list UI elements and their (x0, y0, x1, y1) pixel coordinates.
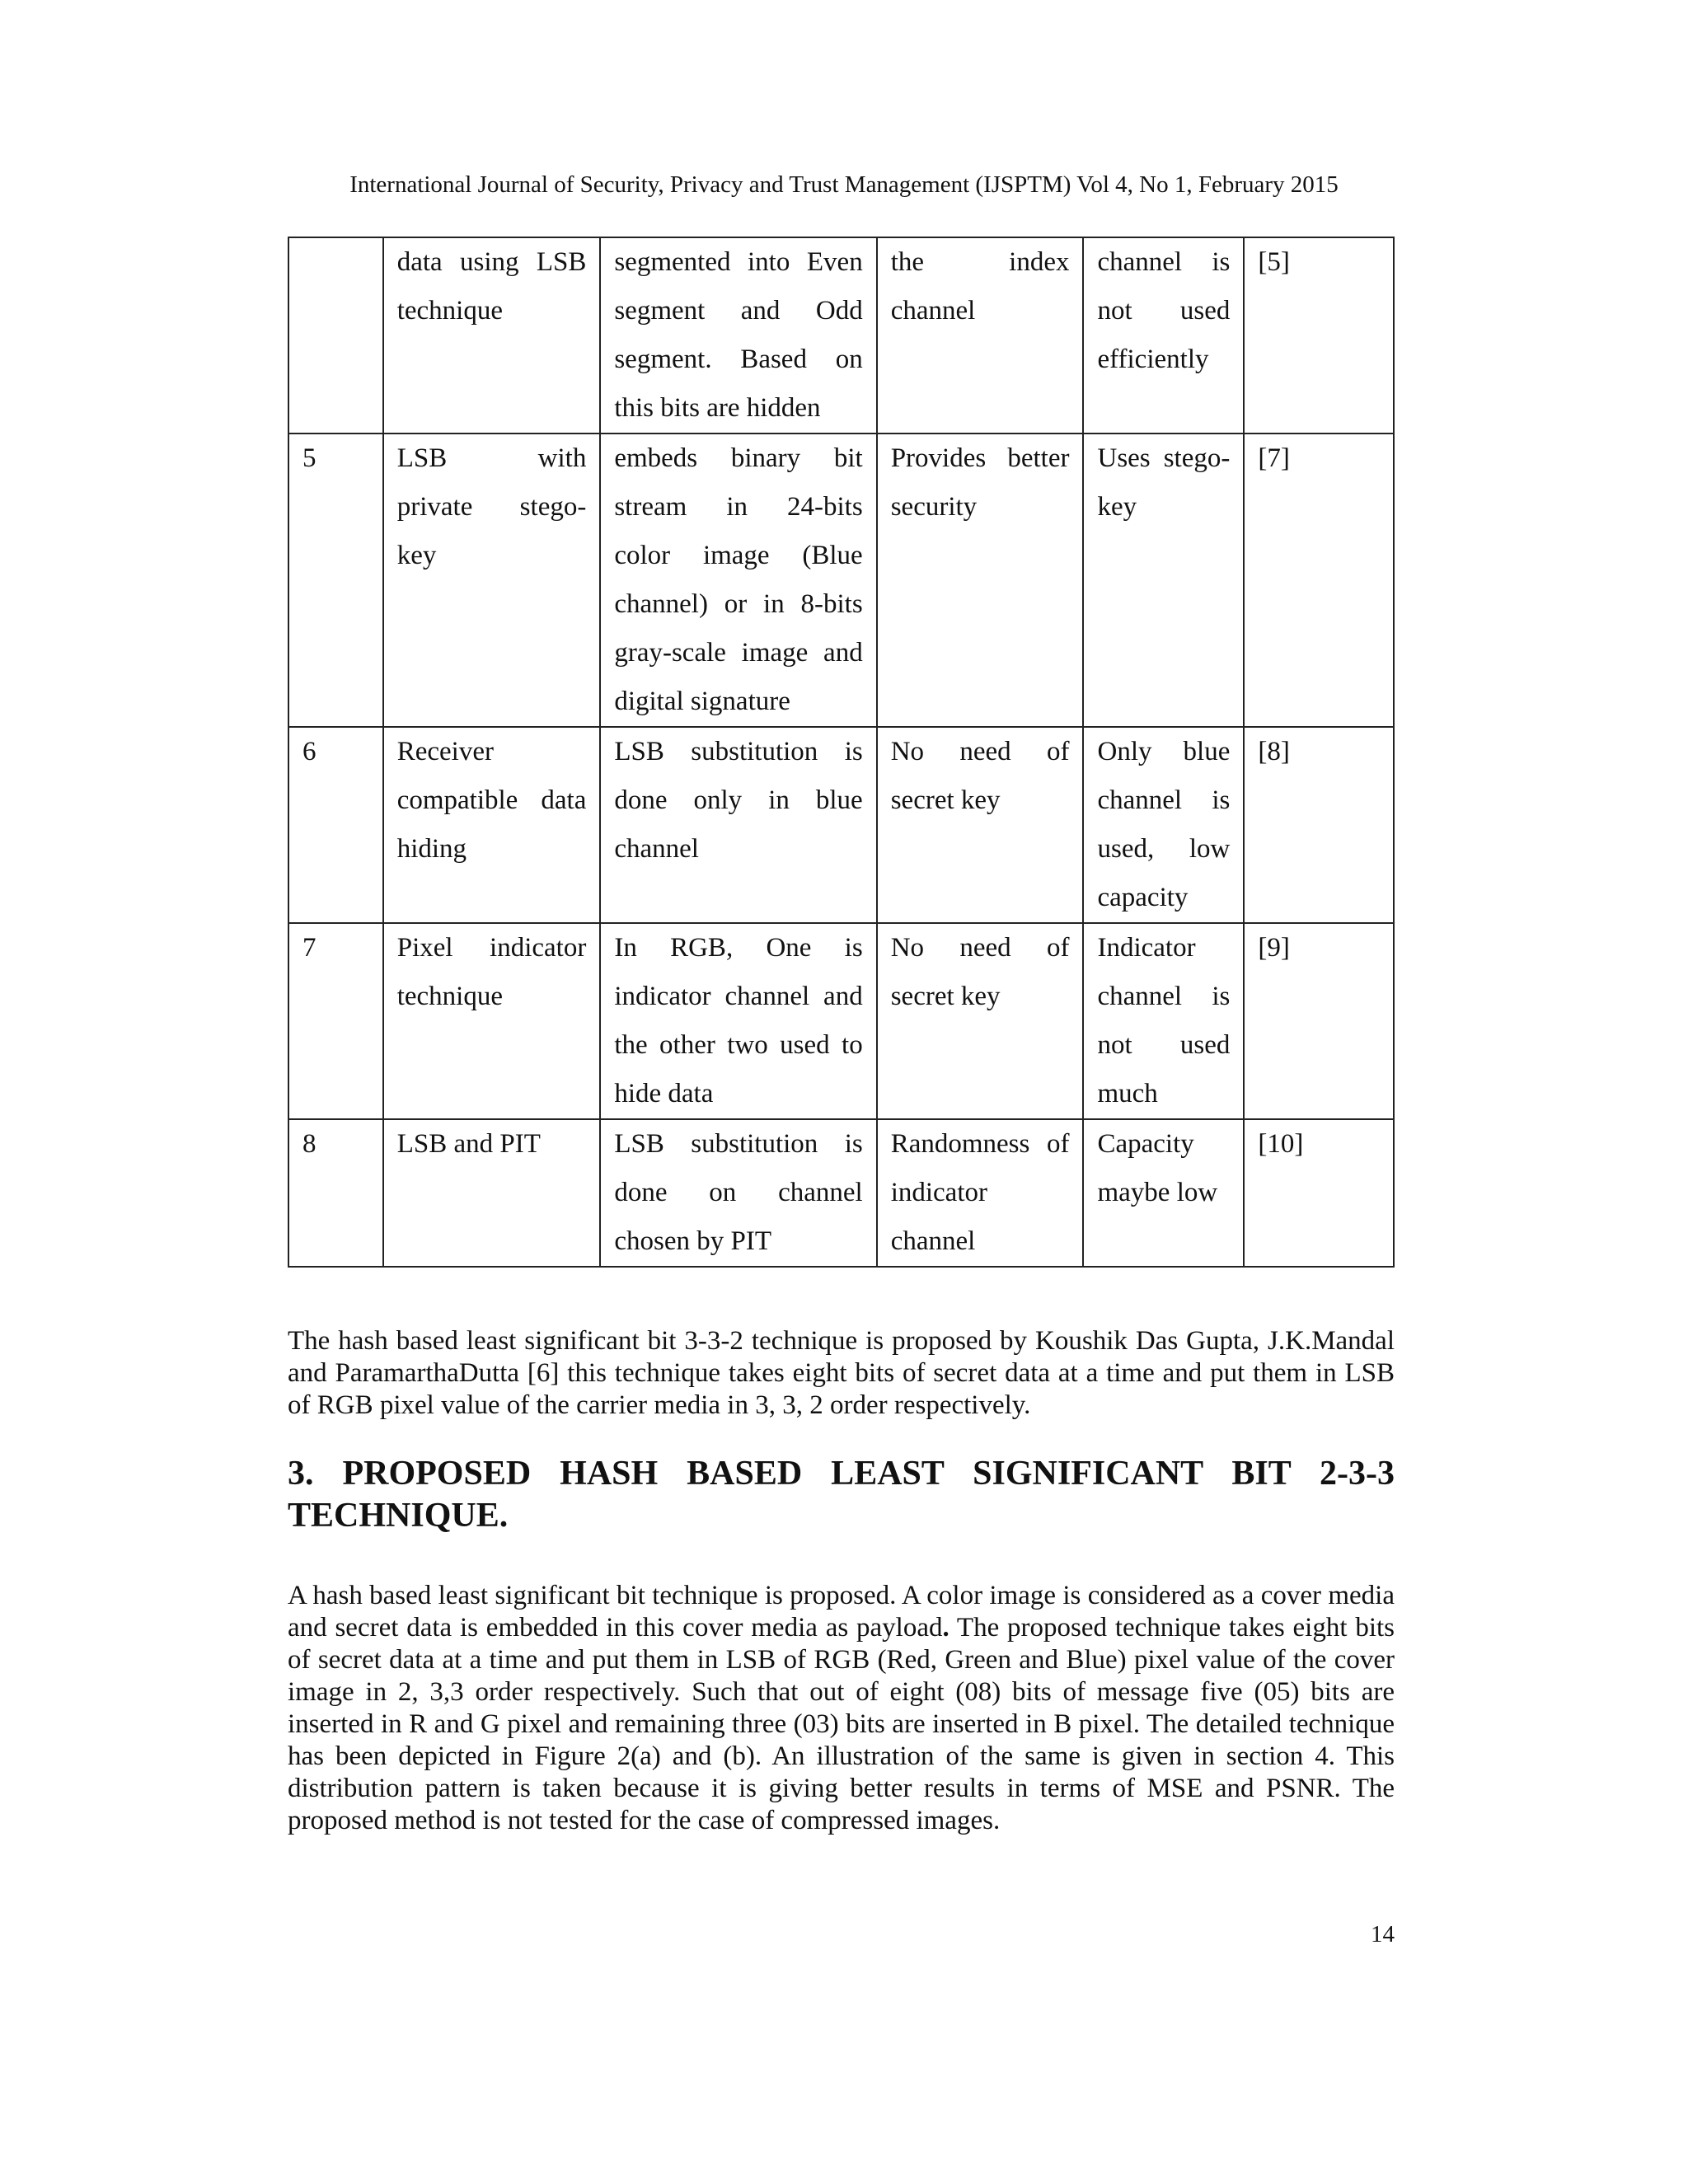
cell-line: data using LSB (396, 247, 587, 277)
table-row (288, 434, 1394, 727)
table-cell-no (288, 1119, 383, 1267)
table-cell-ref (1244, 1119, 1394, 1267)
section-heading (288, 1453, 1395, 1537)
cell-line: channel (614, 834, 699, 864)
cell-line: the other two used to (614, 1030, 863, 1060)
cell-line: Receiver (396, 737, 494, 766)
cell-line: hiding (396, 834, 467, 864)
cell-line: key (396, 541, 437, 570)
paragraph-proposed-technique (288, 1580, 1395, 1837)
table-cell-ref (1244, 923, 1394, 1119)
table-cell-advantage (877, 727, 1084, 923)
cell-text: [10] (1258, 1129, 1304, 1159)
cell-line: Indicator (1097, 933, 1196, 963)
table-cell-no (288, 237, 383, 434)
cell-line: channel (890, 296, 976, 326)
cell-line: the index (890, 247, 1070, 277)
cell-line: Randomness of (890, 1129, 1070, 1159)
table-cell-method (600, 923, 876, 1119)
table-cell-limitation (1083, 1119, 1244, 1267)
table-cell-no (288, 434, 383, 727)
table-cell-limitation (1083, 434, 1244, 727)
cell-line: used, low (1097, 834, 1231, 864)
table-cell-advantage (877, 923, 1084, 1119)
paragraph-proposed-part2: The proposed technique takes eight bits of secret data at a time and put them in LSB of RGB (Red, Green and Blue) pixel value of the cover image in 2, 3,3 order respectively. Such that out of eight (08) bits of message five (05) bits are inserted in R and G pixel and remaining three (03) bits are inserted in B pixel. The detailed technique has been depicted in Figure 2(a) and (b). An illustration of the same is given in section 4. This distribution pattern is taken because it is giving better results in terms of MSE and PSNR. The proposed method is not tested for the case of compressed images. (288, 1613, 1395, 1835)
cell-line: much (1097, 1079, 1158, 1108)
cell-line: stream in 24-bits (614, 492, 863, 522)
cell-text: 7 (302, 933, 316, 963)
table-row (288, 237, 1394, 434)
table-cell-limitation (1083, 727, 1244, 923)
cell-line: private stego- (396, 492, 587, 522)
cell-line: secret key (890, 785, 1001, 815)
cell-line: hide data (614, 1079, 714, 1108)
cell-text: [9] (1258, 933, 1290, 963)
cell-line: done only in blue (614, 785, 863, 815)
table-cell-advantage (877, 1119, 1084, 1267)
cell-line: gray-scale image and (614, 638, 863, 668)
cell-line: channel is (1097, 247, 1231, 277)
cell-line: Pixel indicator (396, 933, 587, 963)
table-row (288, 923, 1394, 1119)
cell-line: Capacity (1097, 1129, 1194, 1159)
cell-line: technique (396, 982, 503, 1011)
journal-header: International Journal of Security, Privacy and Trust Management (IJSPTM) Vol 4, No 1, February 2015 (349, 171, 1339, 198)
page-number: 14 (1371, 1921, 1395, 1947)
table-cell-no (288, 727, 383, 923)
table-cell-no (288, 923, 383, 1119)
cell-text: [7] (1258, 443, 1290, 473)
table-row (288, 727, 1394, 923)
cell-line: Provides better (890, 443, 1070, 473)
cell-line: LSB and PIT (396, 1129, 541, 1159)
cell-line: channel is (1097, 982, 1231, 1011)
cell-line: channel (890, 1226, 976, 1256)
table-cell-technique (383, 727, 601, 923)
cell-line: segment and Odd (614, 296, 863, 326)
table-cell-technique (383, 237, 601, 434)
paragraph-332-technique: The hash based least significant bit 3-3-2 technique is proposed by Koushik Das Gupta, J.K.Mandal and ParamarthaDutta [6] this technique takes eight bits of secret data at a time and put them in LSB of RGB pixel value of the carrier media in 3, 3, 2 order respectively. (288, 1326, 1395, 1420)
cell-line: LSB substitution is (614, 1129, 863, 1159)
table-cell-ref (1244, 237, 1394, 434)
table-cell-ref (1244, 727, 1394, 923)
table-cell-method (600, 434, 876, 727)
cell-line: segmented into Even (614, 247, 863, 277)
cell-line: color image (Blue (614, 541, 863, 570)
cell-line: technique (396, 296, 503, 326)
cell-text: 6 (302, 737, 316, 766)
cell-line: indicator channel and (614, 982, 863, 1011)
cell-line: segment. Based on (614, 344, 863, 374)
section-heading-text: 3. PROPOSED HASH BASED LEAST SIGNIFICANT BIT 2-3-3 TECHNIQUE. (288, 1455, 1395, 1535)
cell-line: not used (1097, 296, 1231, 326)
cell-line: maybe low (1097, 1178, 1218, 1207)
cell-line: not used (1097, 1030, 1231, 1060)
cell-text: 5 (302, 443, 316, 473)
paragraph-proposed-part1: A hash based least significant bit technique is proposed. A color image is considered as a cover media and secret data is embedded in this cover media as payload (288, 1581, 1395, 1643)
table-cell-method (600, 237, 876, 434)
table-cell-ref (1244, 434, 1394, 727)
cell-line: indicator (890, 1178, 987, 1207)
cell-line: compatible data (396, 785, 587, 815)
table-cell-technique (383, 923, 601, 1119)
cell-line: capacity (1097, 883, 1189, 912)
table-cell-limitation (1083, 923, 1244, 1119)
table-row (288, 1119, 1394, 1267)
cell-text: 8 (302, 1129, 316, 1159)
cell-line: chosen by PIT (614, 1226, 771, 1256)
cell-line: efficiently (1097, 344, 1209, 374)
cell-line: channel is (1097, 785, 1231, 815)
table-cell-technique (383, 1119, 601, 1267)
cell-line: embeds binary bit (614, 443, 863, 473)
cell-line: this bits are hidden (614, 393, 821, 423)
literature-table (288, 237, 1395, 1268)
cell-line: key (1097, 492, 1137, 522)
table-cell-method (600, 727, 876, 923)
table-cell-technique (383, 434, 601, 727)
cell-line: LSB with (396, 443, 587, 473)
cell-line: In RGB, One is (614, 933, 863, 963)
cell-line: secret key (890, 982, 1001, 1011)
cell-line: No need of (890, 737, 1070, 766)
table-cell-limitation (1083, 237, 1244, 434)
cell-text: [5] (1258, 247, 1290, 277)
cell-line: done on channel (614, 1178, 863, 1207)
table-cell-advantage (877, 434, 1084, 727)
cell-line: security (890, 492, 978, 522)
cell-line: channel) or in 8-bits (614, 589, 863, 619)
cell-line: Uses stego- (1097, 443, 1231, 473)
cell-text: [8] (1258, 737, 1290, 766)
table-cell-advantage (877, 237, 1084, 434)
cell-line: No need of (890, 933, 1070, 963)
cell-line: digital signature (614, 687, 790, 716)
paragraph-proposed-bold: . (942, 1613, 950, 1643)
cell-line: Only blue (1097, 737, 1231, 766)
cell-line: LSB substitution is (614, 737, 863, 766)
table-cell-method (600, 1119, 876, 1267)
